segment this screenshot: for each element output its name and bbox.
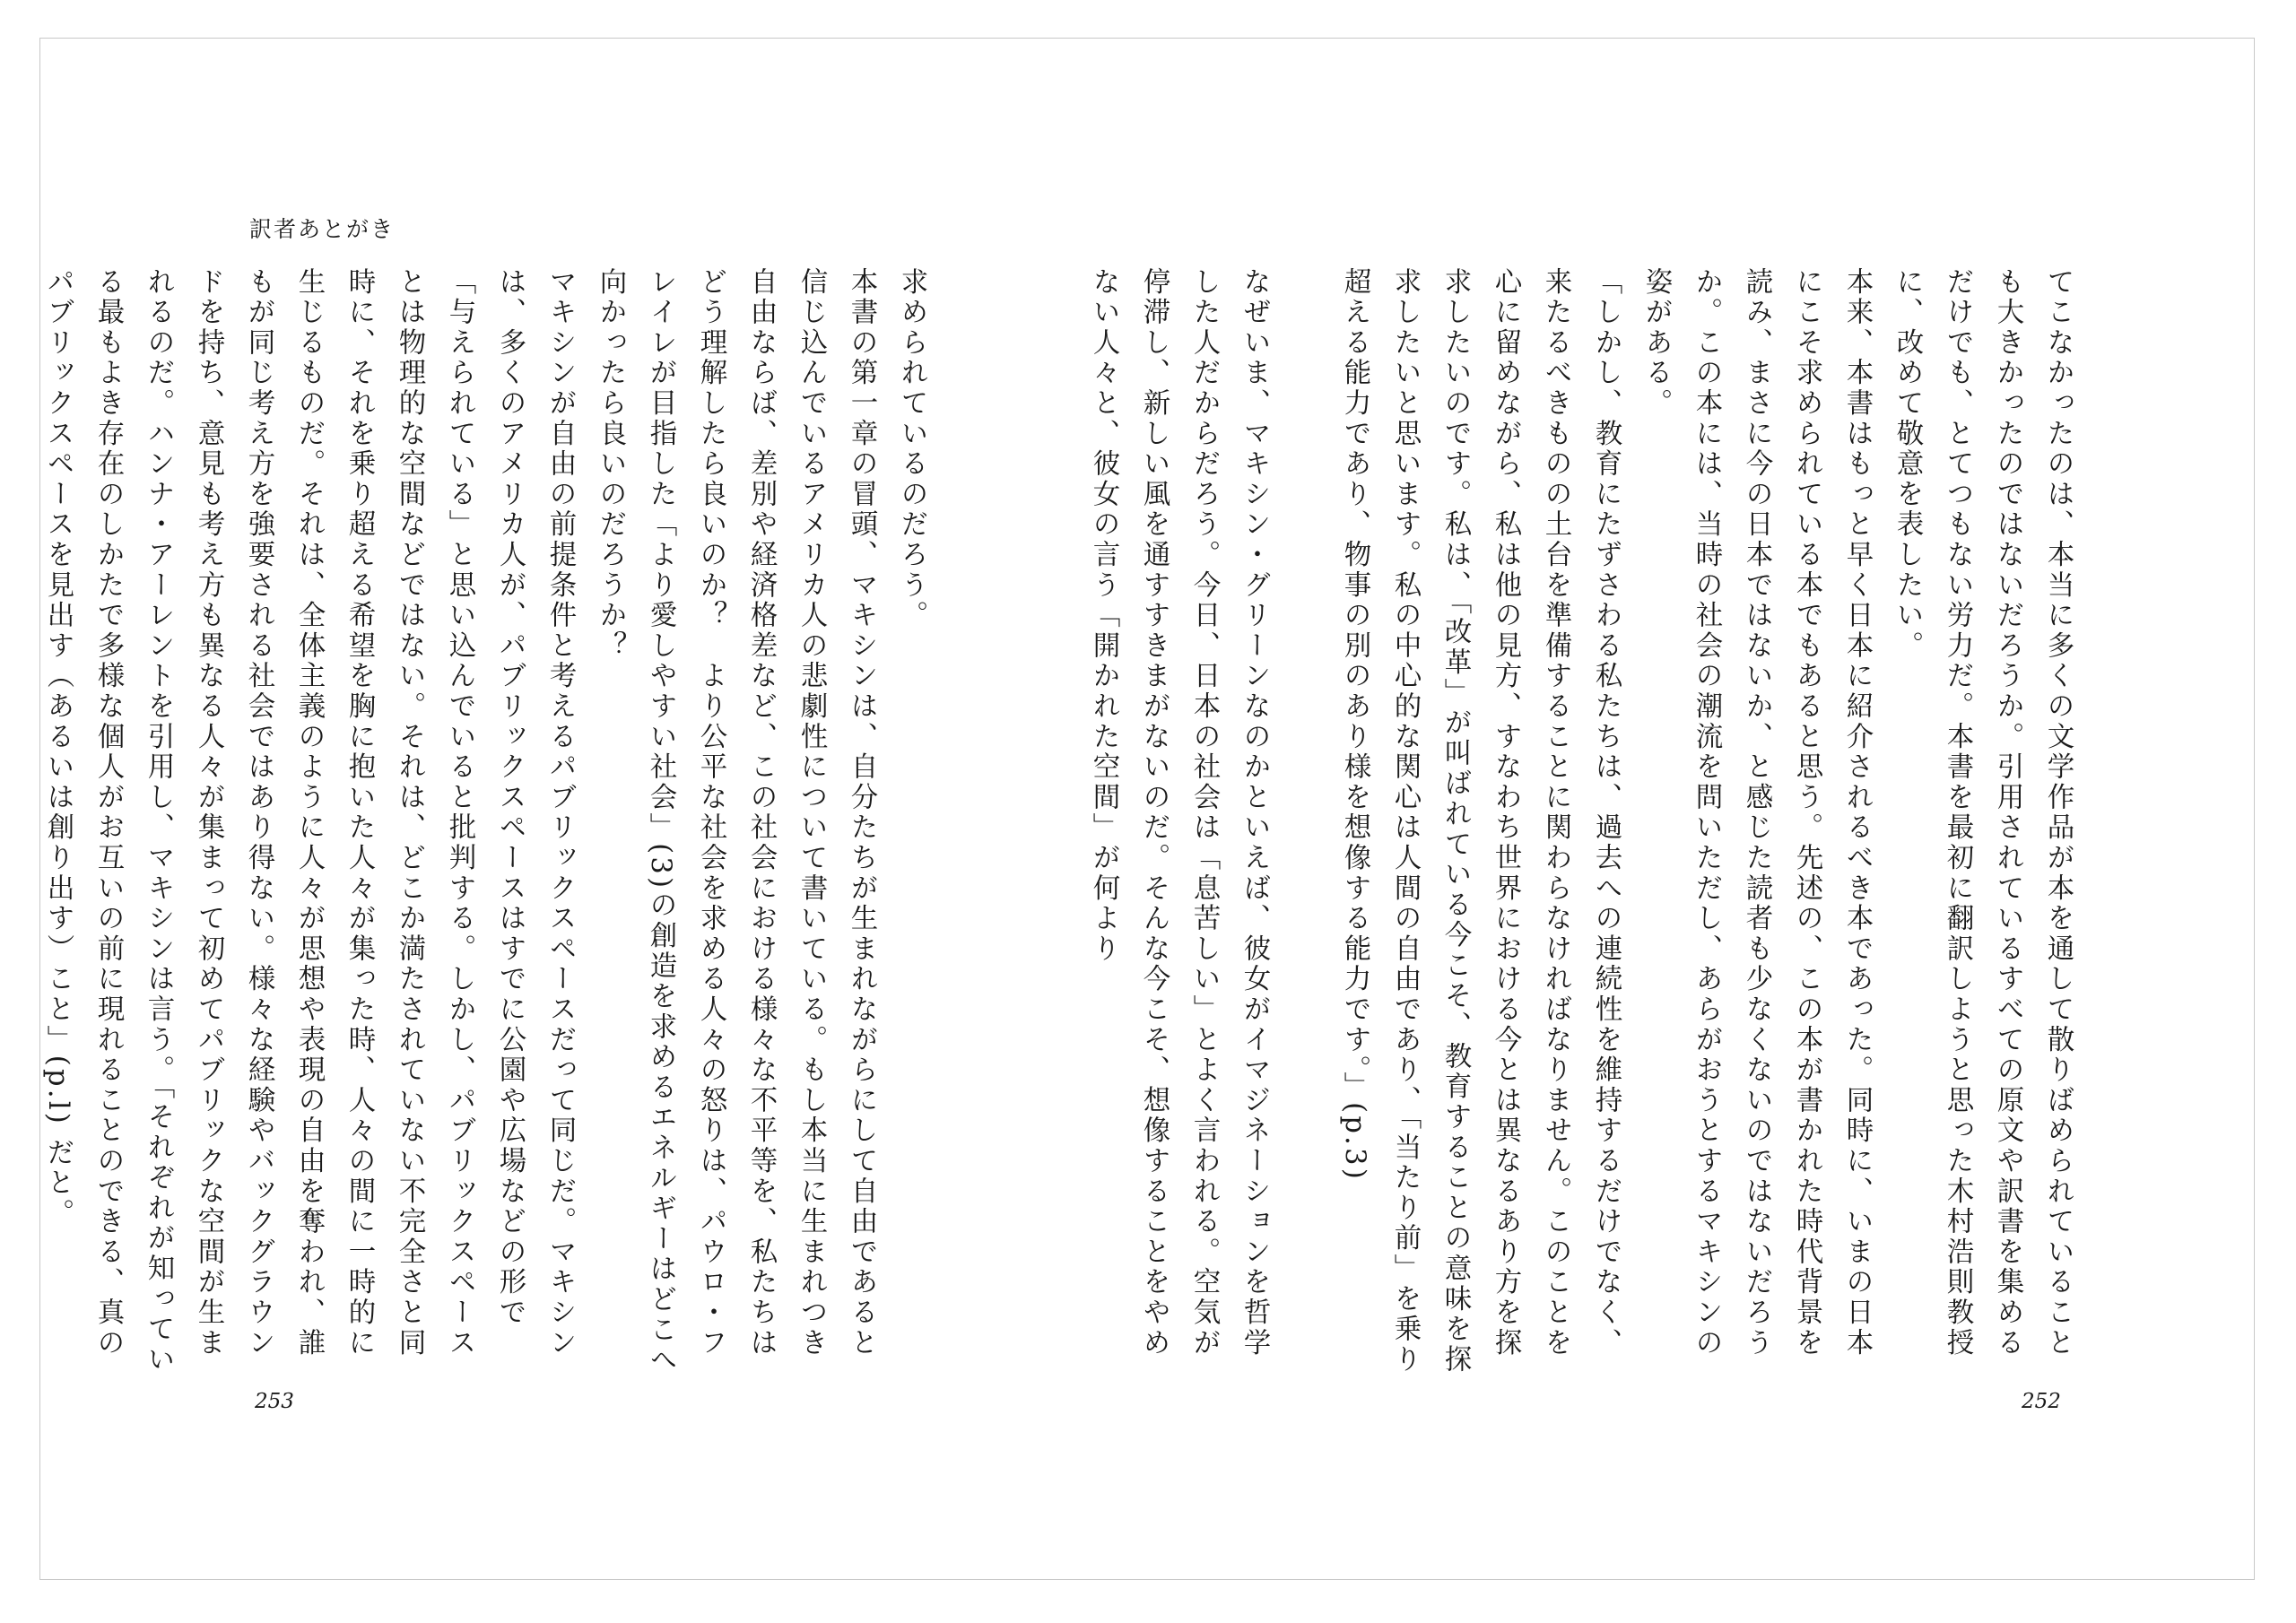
paragraph: てこなかったのは、本当に多くの文学作品が本を通して散りばめられていることも大きかったのではないだろうか。引用されているすべての原文や訳書を集めるだけでも、とてつもない労力だ。本書を最初に翻訳しようと思った木村浩則教授に、改めて敬意を表したい。: [1892, 267, 2074, 1358]
paragraph: なぜいま、マキシン・グリーンなのかといえば、彼女がイマジネーションを哲学した人だからだろう。今日、日本の社会は「息苦しい」とよく言われる。空気が停滞し、新しい風を通すすきまがないのだ。そんな今こそ、想像することをやめない人々と、彼女の言う「開かれた空間」が何より: [1088, 267, 1270, 1358]
running-head: 訳者あとがき: [249, 216, 396, 242]
paragraph: 求められているのだろう。: [896, 267, 927, 631]
right-page-body: [1028, 267, 2083, 1388]
paragraph: 本来、本書はもっと早く日本に紹介されるべき本であった。同時に、いまの日本にこそ求められている本でもあると思う。先述の、この本が書かれた時代背景を読み、まさに今の日本ではないか、と感じた読者も少なくないのではないだろうか。この本には、当時の社会の潮流を問いただし、あらがおうとするマキシンの姿がある。: [1640, 267, 1873, 1358]
paragraph: マキシンが自由の前提条件と考えるパブリックスペースだって同じだ。マキシンは、多くのアメリカ人が、パブリックスペースはすでに公園や広場などの形で「与えられている」と思い込んでいると批判する。しかし、パブリックスペースとは物理的な空間などではない。それは、どこか満たされていない不完全さと同時に、それを乗り超える希望を胸に抱いた人々が集った時、人々の間に一時的に生じるものだ。それは、全体主義のように人々が思想や表現の自由を奪われ、誰もが同じ考え方を強要される社会ではあり得ない。様々な経験やバックグラウンドを持ち、意見も考え方も異なる人々が集まって初めてパブリックな空間が生まれるのだ。ハンナ・アーレントを引用し、マキシンは言う。「それぞれが知っている最もよき存在のしかたで多様な個人がお互いの前に現れることのできる、真のパブリックスペースを見出す（あるいは創り出す）こと」(p.l) だと。: [42, 267, 576, 1376]
quote-paragraph: 「しかし、教育にたずさわる私たちは、過去への連続性を維持するだけでなく、来たるべきものの土台を準備することに関わらなければなりません。このことを心に留めながら、私は他の見方、すなわち世界における今とは異なるあり方を探求したいのです。私は、「改革」が叫ばれている今こそ、教育することの意味を探求したいと思います。私の中心的な関心は人間の自由であり、「当たり前」を乗り超える能力であり、物事の別のあり様を想像する能力です。」(p.3): [1339, 267, 1622, 1376]
page-number-right: 252: [2022, 1390, 2061, 1413]
page-number-left: 253: [255, 1390, 294, 1413]
left-page-body: [32, 267, 936, 1388]
paragraph: 本書の第一章の冒頭、マキシンは、自分たちが生まれながらにして自由であると信じ込んでいるアメリカ人の悲劇性について書いている。もし本当に生まれつき自由ならば、差別や経済格差など、この社会における様々な不平等を、私たちはどう理解したら良いのか？ より公平な社会を求める人々の怒りは、パウロ・フレイレが目指した「より愛しやすい社会」(3)の創造を求めるエネルギーはどこへ向かったら良いのだろうか？: [595, 267, 877, 1376]
